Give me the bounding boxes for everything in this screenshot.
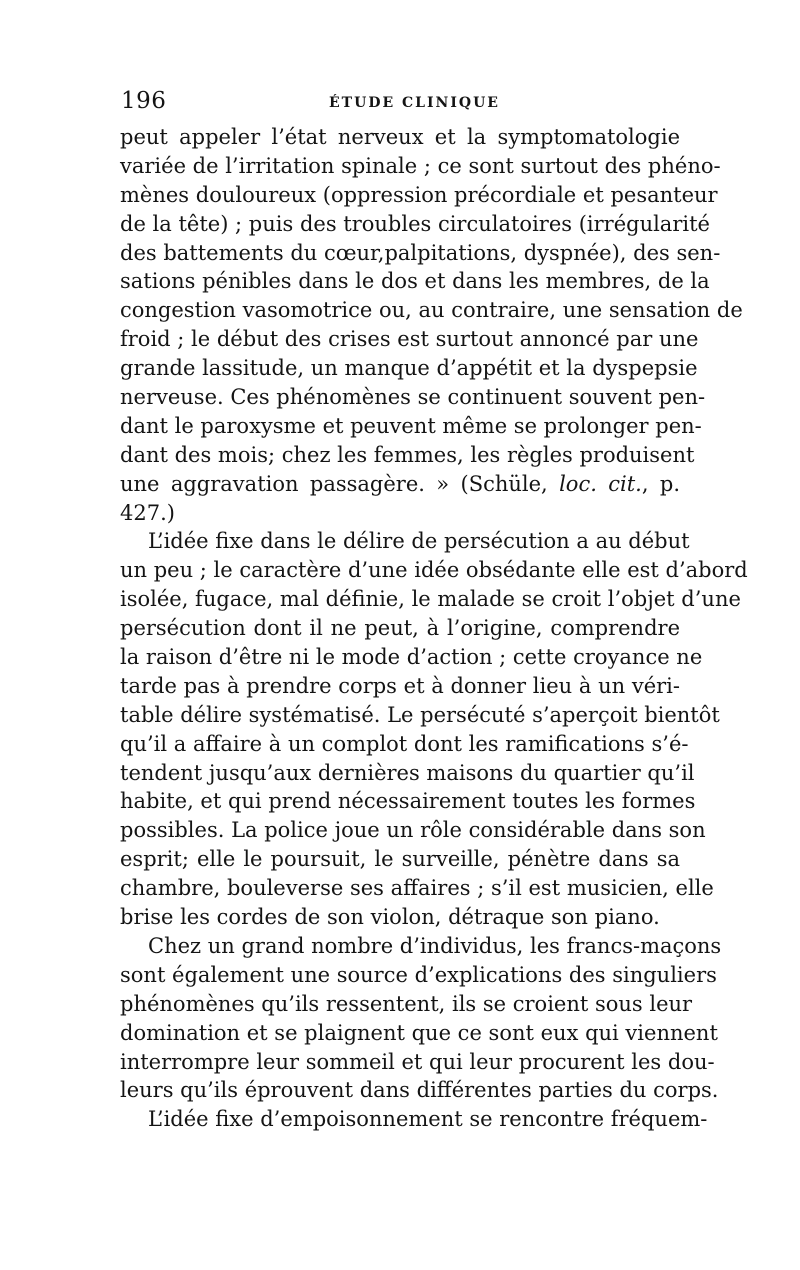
text-line: habite, et qui prend nécessairement toutes les formes — [120, 789, 696, 814]
text-line: phénomènes qu’ils ressentent, ils se croient sous leur — [120, 991, 693, 1016]
text-line: brise les cordes de son violon, détraque son piano. — [120, 905, 660, 930]
text-line: dant des mois; chez les femmes, les règles produisent — [120, 442, 695, 467]
text-line: table délire systématisé. Le persécuté s’aperçoit bientôt — [120, 702, 720, 727]
text-line: de la tête) ; puis des troubles circulatoires (irrégularité — [120, 211, 710, 236]
text-line: isolée, fugace, mal définie, le malade se croit l’objet d’une — [120, 587, 741, 612]
text-line: variée de l’irritation spinale ; ce sont surtout des phéno- — [120, 153, 721, 178]
citation-tail: , p. — [641, 471, 680, 496]
text-line: domination et se plaignent que ce sont eux qui viennent — [120, 1020, 718, 1045]
text-line: la raison d’être ni le mode d’action ; cette croyance ne — [120, 645, 703, 670]
running-title: ÉTUDE CLINIQUE — [329, 95, 500, 111]
text-line: dant le paroxysme et peuvent même se prolonger pen- — [120, 413, 702, 438]
text-line: tarde pas à prendre corps et à donner lieu à un véri- — [120, 673, 680, 698]
page-number: 196 — [121, 88, 167, 114]
citation-lead: une aggravation passagère. » (Schüle, — [120, 471, 560, 496]
text-line: tendent jusqu’aux dernières maisons du quartier qu’il — [120, 760, 695, 785]
text-line: esprit; elle le poursuit, le surveille, pénètre dans sa — [120, 847, 680, 872]
text-line: sont également une source d’explications des singuliers — [120, 962, 717, 987]
text-line: persécution dont il ne peut, à l’origine, comprendre — [120, 616, 680, 641]
text-line: des battements du cœur,palpitations, dyspnée), des sen- — [120, 240, 721, 265]
paragraph-start: L’idée fixe dans le délire de persécution a au début — [148, 529, 690, 554]
paragraph-start: L’idée fixe d’empoisonnement se rencontre fréquem- — [148, 1107, 708, 1132]
text-line-citation — [120, 470, 680, 499]
text-line: un peu ; le caractère d’une idée obsédante elle est d’abord — [120, 558, 748, 583]
text-line: sations pénibles dans le dos et dans les membres, de la — [120, 269, 710, 294]
text-line: grande lassitude, un manque d’appétit et la dyspepsie — [120, 356, 698, 381]
citation-italic: loc. cit. — [559, 471, 642, 496]
running-head — [117, 88, 682, 118]
text-line: interrompre leur sommeil et qui leur procurent les dou- — [120, 1049, 715, 1074]
text-line: nerveuse. Ces phénomènes se continuent souvent pen- — [120, 385, 706, 410]
text-line: possibles. La police joue un rôle considérable dans son — [120, 818, 706, 843]
text-line: peut appeler l’état nerveux et la symptomatologie — [120, 125, 680, 149]
text-line: congestion vasomotrice ou, au contraire, une sensation de — [120, 298, 743, 323]
text-line: froid ; le début des crises est surtout annoncé par une — [120, 327, 699, 352]
text-line: mènes douloureux (oppression précordiale et pesanteur — [120, 182, 718, 207]
text-line: qu’il a affaire à un complot dont les ramifications s’é- — [120, 731, 689, 756]
text-line: leurs qu’ils éprouvent dans différentes parties du corps. — [120, 1078, 719, 1103]
body-text — [120, 123, 748, 1134]
text-line: chambre, bouleverse ses affaires ; s’il est musicien, elle — [120, 876, 714, 901]
text-line: 427.) — [120, 500, 175, 525]
paragraph-start: Chez un grand nombre d’individus, les francs-maçons — [148, 933, 722, 958]
